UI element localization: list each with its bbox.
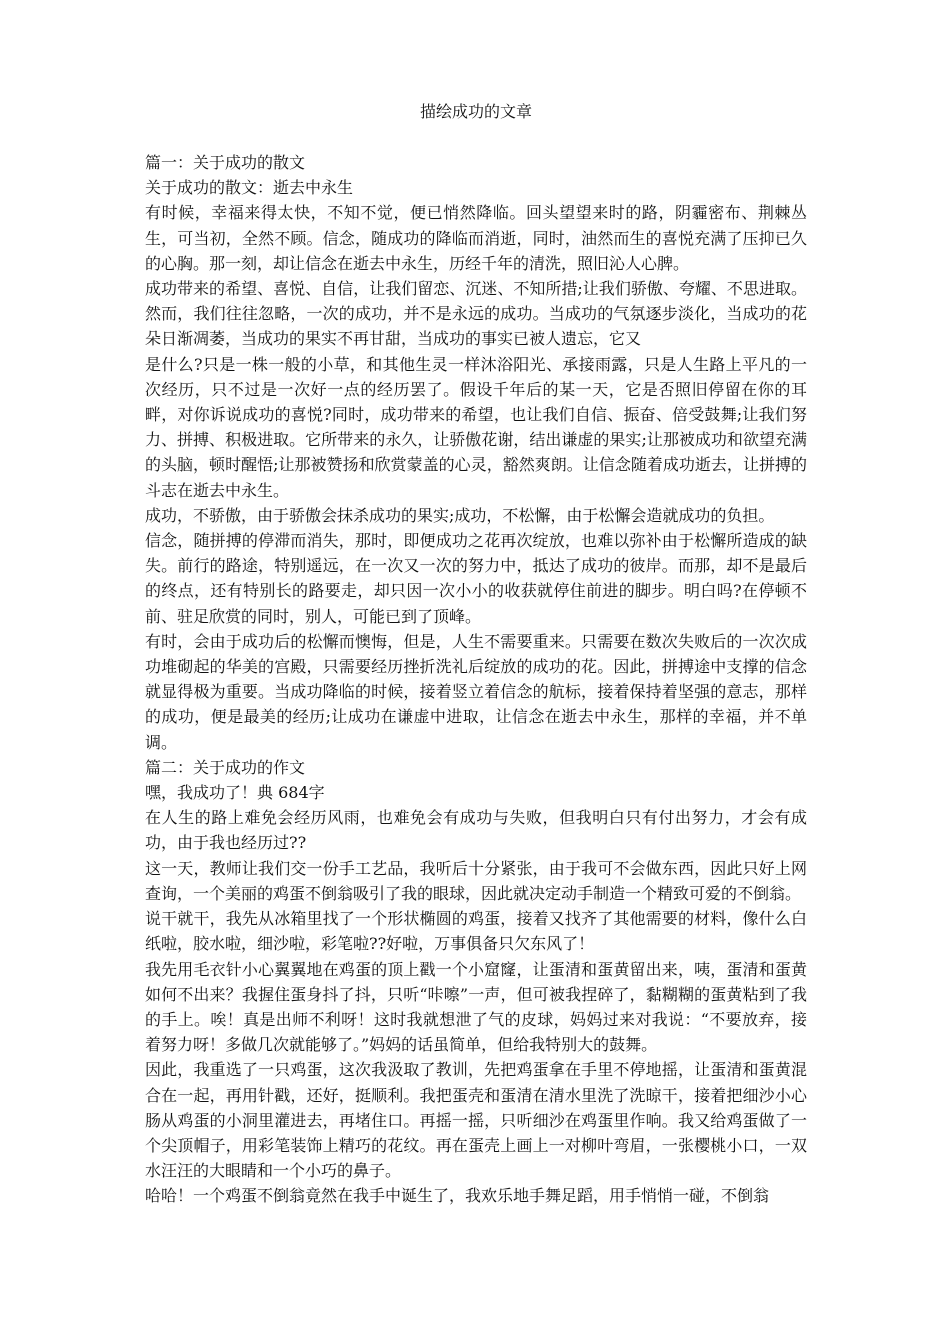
paragraph: 有时，会由于成功后的松懈而懊悔，但是，人生不需要重来。只需要在数次失败后的一次次成功堆砌起的华美的宫殿，只需要经历挫折洗礼后绽放的成功的花。因此，拼搏途中支撑的信念就显得极为重要。当成功降临的时候，接着竖立着信念的航标，接着保持着坚强的意志，那样的成功，便是最美的经历;让成功在谦虚中进取，让信念在逝去中永生，那样的幸福，并不单调。 [145, 631, 807, 752]
section-heading-2: 篇二：关于成功的作文 [145, 757, 306, 777]
paragraph: 成功带来的希望、喜悦、自信，让我们留恋、沉迷、不知所措;让我们骄傲、夸耀、不思进取。然而，我们往往忽略，一次的成功，并不是永远的成功。当成功的气氛逐步淡化，当成功的花朵日渐凋萎，当成功的果实不再甘甜，当成功的事实已被人遗忘，它又 [145, 279, 807, 349]
paragraph: 哈哈！一个鸡蛋不倒翁竟然在我手中诞生了，我欢乐地手舞足蹈，用手悄悄一碰，不倒翁 [145, 1186, 770, 1206]
paragraph: 在人生的路上难免会经历风雨，也难免会有成功与失败，但我明白只有付出努力，才会有成功，由于我也经历过?? [145, 808, 807, 853]
paragraph: 成功，不骄傲，由于骄傲会抹杀成功的果实;成功，不松懈，由于松懈会造就成功的负担。 [145, 505, 775, 525]
paragraph: 有时候，幸福来得太快，不知不觉，便已悄然降临。回头望望来时的路，阴霾密布、荆棘丛生，可当初，全然不顾。信念，随成功的降临而消逝，同时，油然而生的喜悦充满了压抑已久的心胸。那一刻，却让信念在逝去中永生，历经千年的清洗，照旧沁人心脾。 [145, 203, 807, 273]
document-body [145, 150, 807, 1209]
paragraph: 说干就干，我先从冰箱里找了一个形状椭圆的鸡蛋，接着又找齐了其他需要的材料，像什么白纸啦，胶水啦，细沙啦，彩笔啦??好啦，万事俱备只欠东风了！ [145, 909, 807, 954]
paragraph: 信念，随拼搏的停滞而消失，那时，即便成功之花再次绽放，也难以弥补由于松懈所造成的缺失。前行的路途，特别遥远，在一次又一次的努力中，抵达了成功的彼岸。而那，却不是最后的终点，还有特别长的路要走，却只因一次小小的收获就停住前进的脚步。明白吗?在停顿不前、驻足欣赏的同时，别人，可能已到了顶峰。 [145, 531, 807, 626]
paragraph: 是什么?只是一株一般的小草，和其他生灵一样沐浴阳光、承接雨露，只是人生路上平凡的一次经历，只不过是一次好一点的经历罢了。假设千年后的某一天，它是否照旧停留在你的耳畔，对你诉说成功的喜悦?同时，成功带来的希望，也让我们自信、振奋、倍受鼓舞;让我们努力、拼搏、积极进取。它所带来的永久，让骄傲花谢，结出谦虚的果实;让那被成功和欲望充满的头脑，顿时醒悟;让那被赞扬和欣赏蒙盖的心灵，豁然爽朗。让信念随着成功逝去，让拼搏的斗志在逝去中永生。 [145, 354, 807, 500]
section-heading-1: 篇一：关于成功的散文 [145, 153, 306, 172]
article-title-2: 嘿，我成功了！典 684字 [145, 783, 325, 803]
paragraph: 这一天，教师让我们交一份手工艺品，我听后十分紧张，由于我可不会做东西，因此只好上网查询，一个美丽的鸡蛋不倒翁吸引了我的眼球，因此就决定动手制造一个精致可爱的不倒翁。 [145, 858, 807, 903]
article-title-1: 关于成功的散文：逝去中永生 [145, 178, 354, 198]
paragraph: 我先用毛衣针小心翼翼地在鸡蛋的顶上戳一个小窟窿，让蛋清和蛋黄留出来，咦，蛋清和蛋黄如何不出来？我握住蛋身抖了抖，只听“咔嚓”一声，但可被我捏碎了，黏糊糊的蛋黄粘到了我的手上。唉！真是出师不利呀！这时我就想泄了气的皮球，妈妈过来对我说：“不要放弃，接着努力呀！多做几次就能够了。”妈妈的话虽简单，但给我特别大的鼓舞。 [145, 959, 807, 1055]
paragraph: 因此，我重选了一只鸡蛋，这次我汲取了教训，先把鸡蛋拿在手里不停地摇，让蛋清和蛋黄混合在一起，再用针戳，还好，挺顺利。我把蛋壳和蛋清在清水里洗了洗晾干，接着把细沙小心肠从鸡蛋的小洞里灌进去，再堵住口。再摇一摇，只听细沙在鸡蛋里作响。我又给鸡蛋做了一个尖顶帽子，用彩笔装饰上精巧的花纹。再在蛋壳上画上一对柳叶弯眉，一张樱桃小口，一双水汪汪的大眼睛和一个小巧的鼻子。 [145, 1060, 807, 1181]
document-title: 描绘成功的文章 [419, 102, 532, 121]
